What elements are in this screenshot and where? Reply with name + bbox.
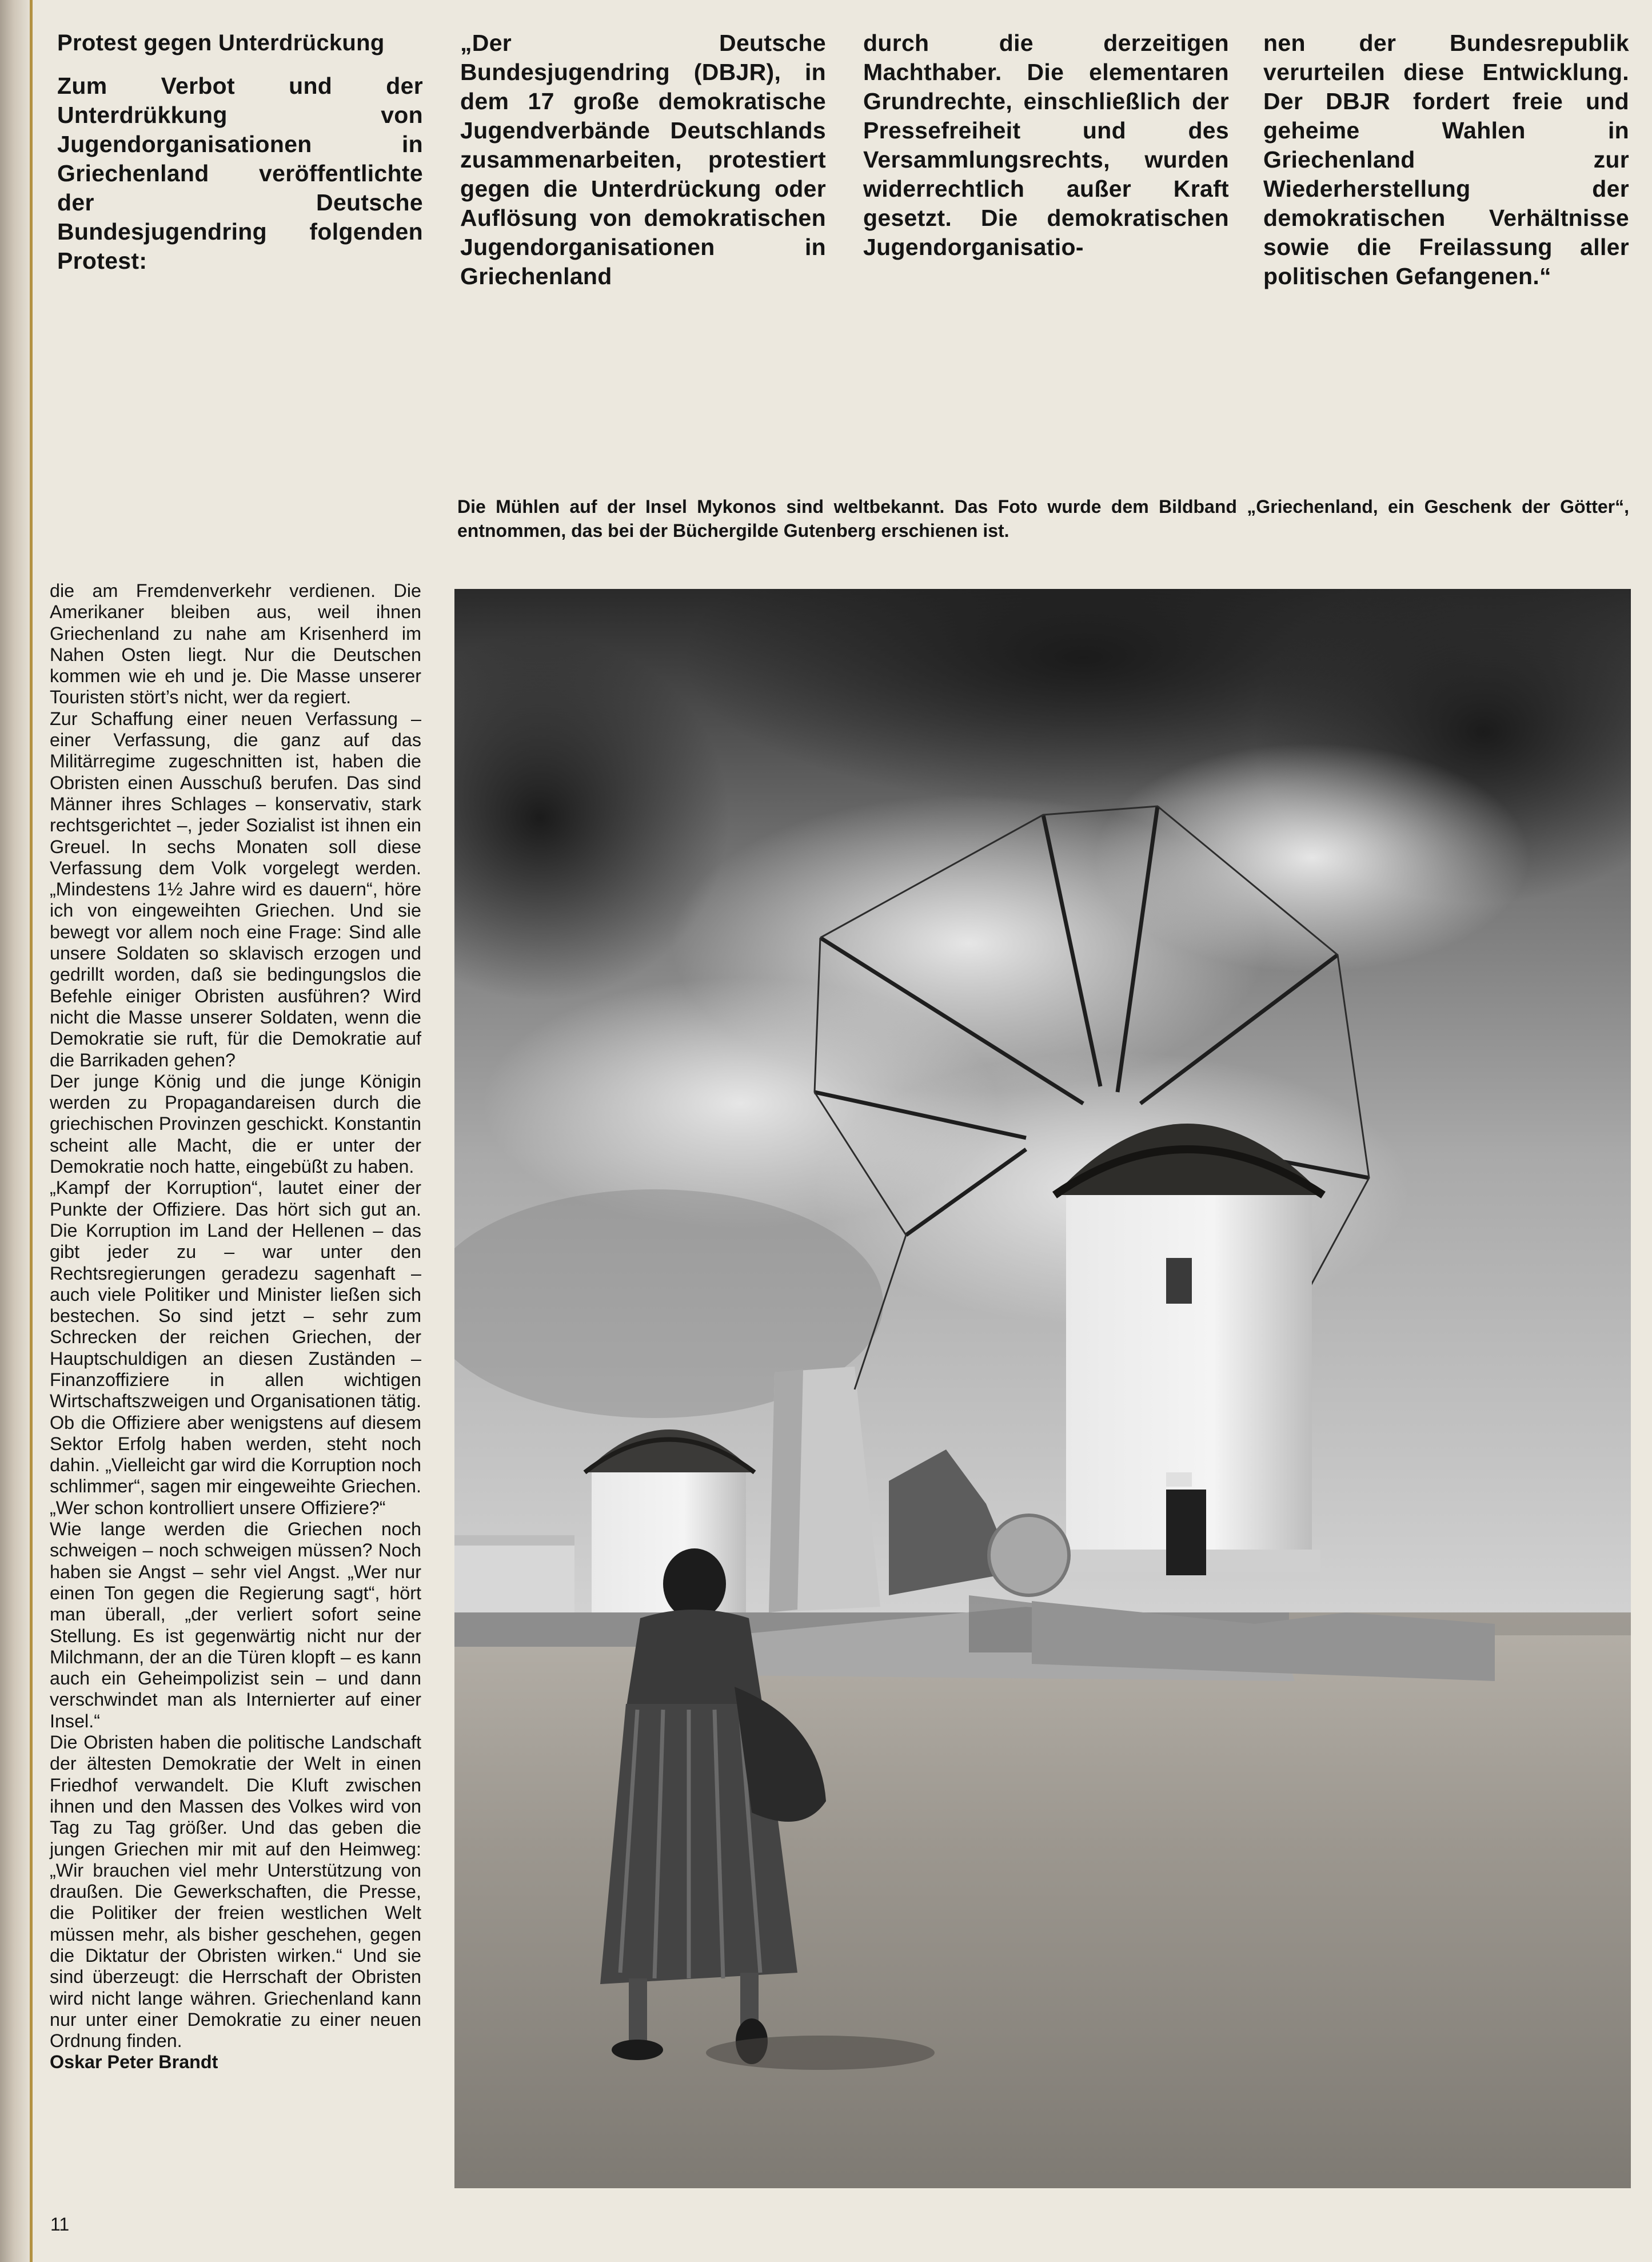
article-paragraph: Die Obristen haben die politische Landschaft der ältesten Demokratie der Welt in einen Friedhof verwandelt. Die Kluft zwischen ihnen und den Massen des Volkes wird von Tag zu Tag größer. Und das geben die jungen Griechen mir mit auf den Heimweg: „Wir brauchen viel mehr Unterstützung von draußen. Die Gewerkschaften, die Presse, die Politiker der freien westlichen Welt müssen mehr, als bisher geschehen, gegen die Diktatur der Obristen wirken.“ Und sie sind überzeugt: die Herrschaft der Obristen wird nicht lange währen. Griechenland kann nur unter einer Demokratie zu einer neuen Ordnung finden. bbox=[50, 1732, 421, 2052]
protest-text-col-2: durch die derzeitigen Machthaber. Die elementaren Grundrechte, einschließlich der Pressefreiheit und des Versammlungsrechts, wurden widerrechtlich außer Kraft gesetzt. Die demokratischen Jugendorganisatio- bbox=[863, 30, 1229, 260]
binding-edge bbox=[30, 0, 33, 2262]
article-paragraph: die am Fremdenverkehr verdienen. Die Amerikaner bleiben aus, weil ihnen Griechenland zu nahe am Krisenherd im Nahen Osten liegt. Nur die Deutschen kommen wie eh und je. Die Masse unserer Touristen stört’s nicht, wer da regiert. bbox=[50, 580, 421, 708]
windmill-photo bbox=[454, 589, 1631, 2188]
article-paragraph: Wie lange werden die Griechen noch schweigen – noch schweigen müssen? Noch haben sie Angst – sehr viel Angst. „Wer nur einen Ton gegen die Regierung sagt“, hört man überall, „der verliert sofort seine Stellung. Es ist gegenwärtig nicht nur der Milchmann, der an die Türen klopft – es kann auch ein Geheimpolizist sein – und dann verschwindet man als Internierter auf einer Insel.“ bbox=[50, 1519, 421, 1731]
protest-heading: Protest gegen Unterdrückung bbox=[57, 30, 385, 55]
photo-caption: Die Mühlen auf der Insel Mykonos sind weltbekannt. Das Foto wurde dem Bildband „Griechenland, ein Geschenk der Götter“, entnommen, das bei der Büchergilde Gutenberg erschienen ist. bbox=[457, 496, 1629, 541]
article-body bbox=[50, 580, 421, 2073]
protest-intro: Zum Verbot und der Unterdrükkung von Jugendorganisationen in Griechenland veröffentlichte der Deutsche Bundesjugendring folgenden Protest: bbox=[57, 73, 423, 274]
article-paragraph: Zur Schaffung einer neuen Verfassung – einer Verfassung, die ganz auf das Militärregime zugeschnitten ist, haben die Obristen einen Ausschuß berufen. Das sind Männer ihres Schlages – konservativ, stark rechtsgerichtet –, jeder Sozialist ist ihnen ein Greuel. In sechs Monaten soll diese Verfassung dem Volk vorgelegt werden. „Mindestens 1½ Jahre wird es dauern“, höre ich von eingeweihten Griechen. Und sie bewegt vor allem noch eine Frage: Sind alle unsere Soldaten so sklavisch erzogen und gedrillt worden, daß sie bedingungslos die Befehle einiger Obristen ausführen? Wird nicht die Masse unserer Soldaten, wenn die Demokratie sie ruft, für die Demokratie auf die Barrikaden gehen? bbox=[50, 708, 421, 1070]
protest-text-col-3: nen der Bundesrepublik verurteilen diese Entwicklung. Der DBJR fordert freie und geheime Wahlen in Griechenland zur Wiederherstellung der demokratischen Verhältnisse sowie die Freilassung aller politischen Gefangenen.“ bbox=[1263, 30, 1629, 289]
magazine-spine bbox=[0, 0, 31, 2262]
protest-text-col-1: „Der Deutsche Bundesjugendring (DBJR), in dem 17 große demokratische Jugendverbände Deutschlands zusammenarbeiten, protestiert gegen die Unterdrückung oder Auflösung von demokratischen Jugendorganisationen in Griechenland bbox=[460, 30, 826, 289]
article-paragraph: Der junge König und die junge Königin werden zu Propagandareisen durch die griechischen Provinzen geschickt. Konstantin scheint alle Macht, die er unter der Demokratie noch hatte, eingebüßt zu haben. bbox=[50, 1070, 421, 1177]
page-number: 11 bbox=[50, 2214, 70, 2235]
protest-intro-column bbox=[57, 29, 423, 58]
article-author: Oskar Peter Brandt bbox=[50, 2052, 218, 2073]
article-paragraph: „Kampf der Korruption“, lautet einer der Punkte der Offiziere. Das hört sich gut an. Die Korruption im Land der Hellenen – das gibt jeder zu – war unter den Rechtsregierungen geradezu sagenhaft – auch viele Politiker und Minister ließen sich bestechen. So sind jetzt – sehr zum Schrecken der reichen Griechen, der Hauptschuldigen an diesen Zuständen – Finanzoffiziere in allen wichtigen Wirtschaftszweigen und Organisationen tätig. Ob die Offiziere aber wenigstens auf diesem Sektor Erfolg haben werden, steht noch dahin. „Vielleicht gar wird die Korruption noch schlimmer“, sagen mir eingeweihte Griechen. „Wer schon kontrolliert unsere Offiziere?“ bbox=[50, 1177, 421, 1518]
